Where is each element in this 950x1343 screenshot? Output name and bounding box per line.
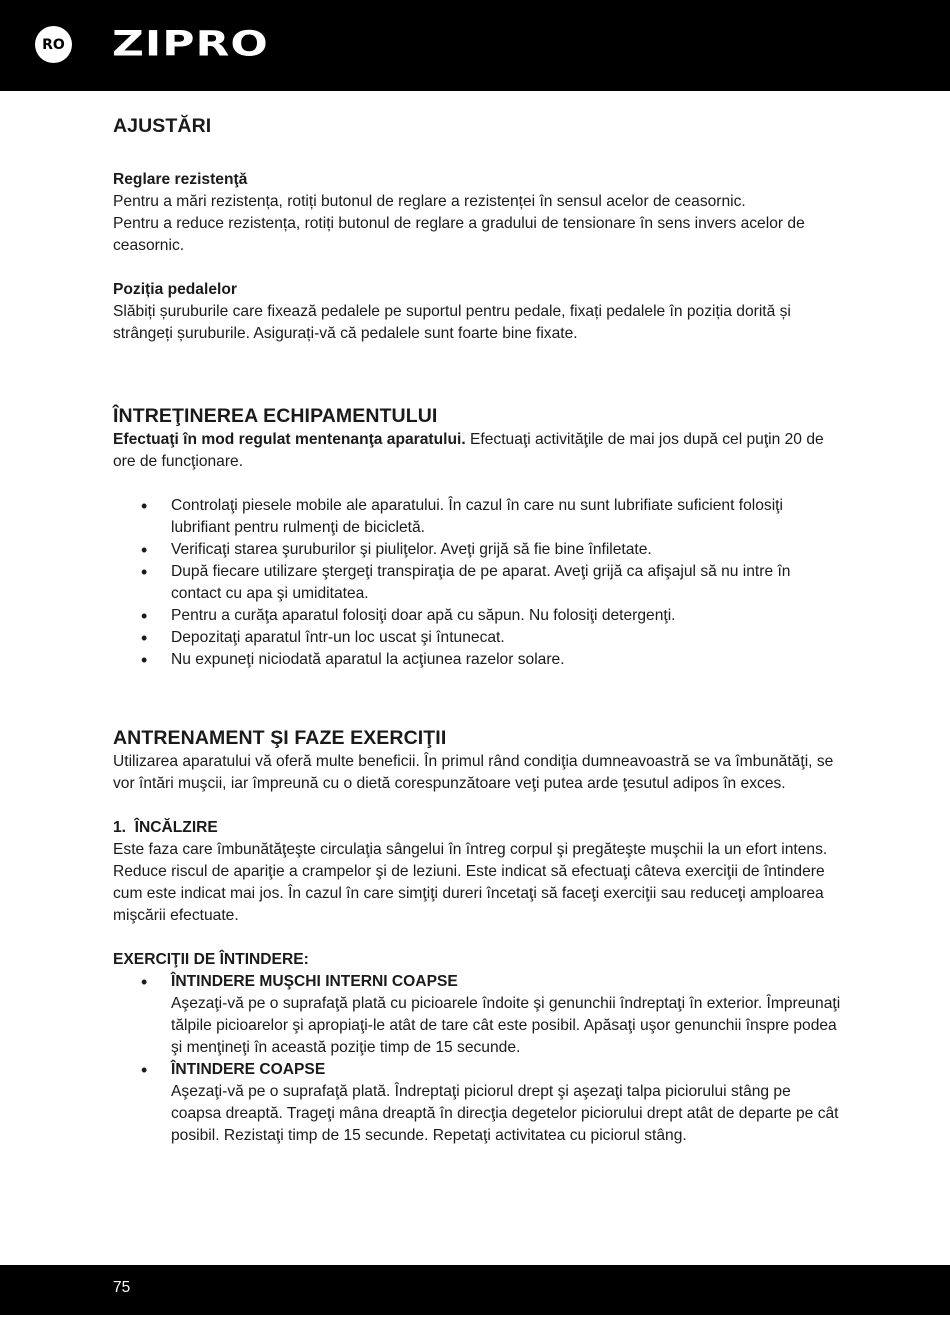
training-intro: Utilizarea aparatului vă oferă multe beneficii. În primul rând condiţia dumneavoastră se va îmbunătăţi, se vor întări muşcii, iar împreună cu o dietă corespunzătoare veţi putea arde ţesutul adipos în exces. bbox=[113, 753, 834, 792]
warmup-subtitle: 1. ÎNCĂLZIRE bbox=[113, 819, 218, 836]
page-number: 75 bbox=[113, 1279, 131, 1296]
language-badge: RO bbox=[35, 26, 72, 63]
brand-logo: ZIPRO bbox=[112, 24, 269, 65]
page-header bbox=[0, 0, 950, 91]
warmup-text: Este faza care îmbunătăţeşte circulaţia sângelui în întreg corpul şi pregăteşte muşchii la un efort intens. Reduce riscul de apariţie a crampelor şi de leziuni. Este indicat să efectuaţi câteva exerciţii de întindere cum este indicat mai jos. În cazul în care simţiţi dureri încetaţi să faceţi exerciţii sau reduceţi amploarea mişcării efectuate. bbox=[113, 841, 828, 924]
section-title-adjustments: AJUSTĂRI bbox=[113, 115, 212, 137]
list-item: • După fiecare utilizare ştergeţi transpiraţia de pe aparat. Aveţi grijă ca afişajul să nu intre în contact cu apa şi umiditatea. bbox=[113, 561, 841, 605]
maintenance-intro-rest: Efectuaţi activităţile de mai jos după cel puţin 20 de ore de funcţionare. bbox=[113, 431, 824, 470]
stretch-subtitle: EXERCIŢII DE ÎNTINDERE: bbox=[113, 951, 309, 968]
section-title-training: ANTRENAMENT ŞI FAZE EXERCIŢII bbox=[113, 727, 447, 749]
list-item: • Verificaţi starea şuruburilor şi piuliţelor. Aveţi grijă să fie bine înfiletate. bbox=[113, 539, 841, 561]
resistance-text-1: Pentru a mări rezistența, rotiți butonul de reglare a rezistenței în sensul acelor de ceasornic. bbox=[113, 193, 746, 210]
pedals-subtitle: Poziția pedalelor bbox=[113, 281, 237, 298]
stretch-item-text: Aşezaţi-vă pe o suprafaţă plată cu picioarele îndoite şi genunchii îndreptaţi în exterior. Împreunaţi tălpile picioarelor şi apropiaţi-le atât de tare cât este posibil. Apăsaţi uşor genunchii înspre podea şi menţineţi în această poziţie timp de 15 secunde. bbox=[171, 995, 841, 1056]
stretch-item-title: • ÎNTINDERE COAPSE bbox=[171, 1061, 326, 1078]
list-item: • Depozitaţi aparatul într-un loc uscat şi întunecat. bbox=[113, 627, 841, 649]
list-item bbox=[113, 1059, 841, 1147]
maintenance-intro-bold: Efectuaţi în mod regulat mentenanţa aparatului. bbox=[113, 431, 466, 448]
resistance-subtitle: Reglare rezistenţă bbox=[113, 171, 248, 188]
list-item bbox=[113, 971, 841, 1059]
resistance-text-2: Pentru a reduce rezistența, rotiți butonul de reglare a gradului de tensionare în sens invers acelor de ceasornic. bbox=[113, 215, 805, 254]
list-item: • Nu expuneţi niciodată aparatul la acţiunea razelor solare. bbox=[113, 649, 841, 671]
list-item: • Controlaţi piesele mobile ale aparatului. În cazul în care nu sunt lubrifiate suficient folosiţi lubrifiant pentru rulmenţi de bicicletă. bbox=[113, 495, 841, 539]
maintenance-intro bbox=[113, 429, 841, 473]
page-footer bbox=[0, 1265, 950, 1315]
stretch-item-title: • ÎNTINDERE MUŞCHI INTERNI COAPSE bbox=[171, 973, 458, 990]
list-item: • Pentru a curăţa aparatul folosiţi doar apă cu săpun. Nu folosiţi detergenţi. bbox=[113, 605, 841, 627]
stretch-list bbox=[113, 971, 841, 1147]
stretch-item-text: Aşezaţi-vă pe o suprafaţă plată. Îndreptaţi piciorul drept şi aşezaţi talpa piciorului stâng pe coapsa dreaptă. Trageţi mâna dreaptă în direcţia degetelor piciorului drept atât de departe pe cât posibil. Rezistaţi timp de 15 secunde. Repetaţi activitatea cu piciorul stâng. bbox=[171, 1083, 839, 1144]
document-body bbox=[113, 113, 841, 1147]
maintenance-list bbox=[113, 495, 841, 671]
section-title-maintenance: ÎNTREŢINEREA ECHIPAMENTULUI bbox=[113, 405, 438, 427]
pedals-text: Slăbiți șuruburile care fixează pedalele pe suportul pentru pedale, fixați pedalele în poziția dorită și strângeți șuruburile. Asigurați-vă că pedalele sunt foarte bine fixate. bbox=[113, 303, 791, 342]
